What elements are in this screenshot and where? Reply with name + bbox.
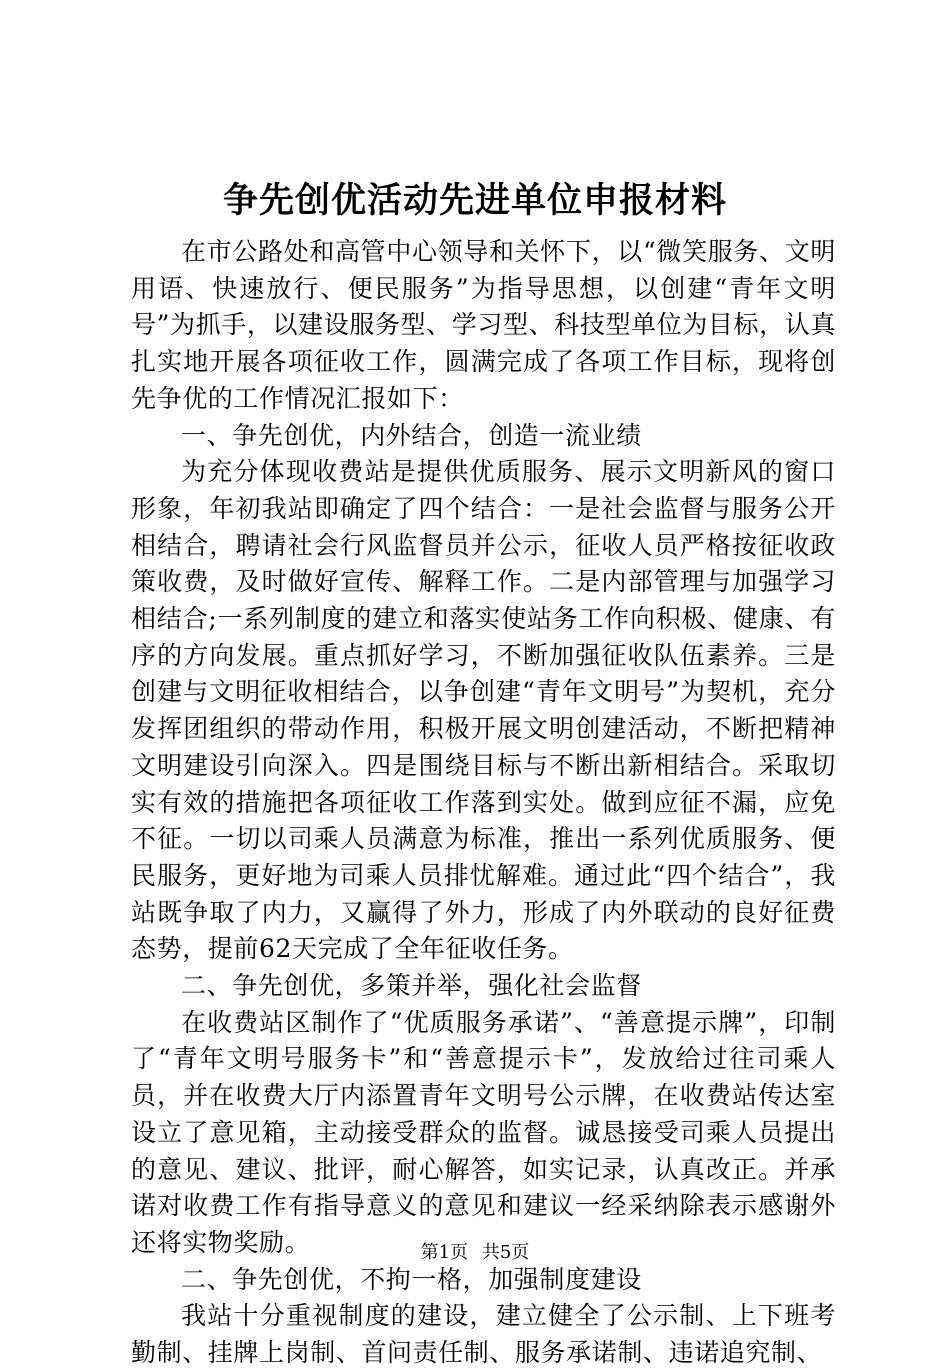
document-title: 争先创优活动先进单位申报材料 xyxy=(222,180,727,221)
section-paragraph-1: 为充分体现收费站是提供优质服务、展示文明新风的窗口形象，年初我站即确定了四个结合：一是社会监督与服务公开相结合，聘请社会行风监督员并公示，征收人员严格按征收政策收费，及时做好宣传、解释工作。二是内部管理与加强学习相结合;一系列制度的建立和落实使站务工作向积极、健康、有序的方向发展。重点抓好学习，不断加强征收队伍素养。三是创建与文明征收相结合，以争创建“青年文明号”为契机，充分发挥团组织的带动作用，积极开展文明创建活动，不断把精神文明建设引向深入。四是围绕目标与不断出新相结合。采取切实有效的措施把各项征收工作落到实处。做到应征不漏，应免不征。一切以司乘人员满意为标准，推出一系列优质服务、便民服务，更好地为司乘人员排忧解难。通过此“四个结合”，我站既争取了内力，又赢得了外力，形成了内外联动的良好征费态势，提前62天完成了全年征收任务。 xyxy=(131,457,836,964)
section-heading-1: 一、争先创优，内外结合，创造一流业绩 xyxy=(181,420,642,450)
page-number: 第1页 xyxy=(420,1242,469,1263)
intro-paragraph: 在市公路处和高管中心领导和关怀下，以“微笑服务、文明用语、快速放行、便民服务”为指导思想，以创建“青年文明号”为抓手，以建设服务型、学习型、科技型单位为目标，认真扎实地开展各项征收工作，圆满完成了各项工作目标，现将创先争优的工作情况汇报如下： xyxy=(131,237,836,413)
document-body xyxy=(131,234,836,1372)
section-paragraph-2: 在收费站区制作了“优质服务承诺”、“善意提示牌”，印制了“青年文明号服务卡”和“善意提示卡”，发放给过往司乘人员，并在收费大厅内添置青年文明号公示牌，在收费站传达室设立了意见箱，主动接受群众的监督。诚恳接受司乘人员提出的意见、建议、批评，耐心解答，如实记录，认真改正。并承诺对收费工作有指导意义的意见和建议一经采纳除表示感谢外还将实物奖励。 xyxy=(131,1007,836,1257)
page-footer xyxy=(0,1242,950,1264)
page-total: 共5页 xyxy=(481,1242,530,1263)
section-heading-2: 二、争先创优，多策并举，强化社会监督 xyxy=(181,971,642,1001)
section-paragraph-3: 我站十分重视制度的建设，建立健全了公示制、上下班考勤制、挂牌上岗制、首问责任制、服务承诺制、违诺追究制、 xyxy=(131,1301,836,1368)
section-heading-3: 二、争先创优，不拘一格，加强制度建设 xyxy=(181,1264,642,1294)
